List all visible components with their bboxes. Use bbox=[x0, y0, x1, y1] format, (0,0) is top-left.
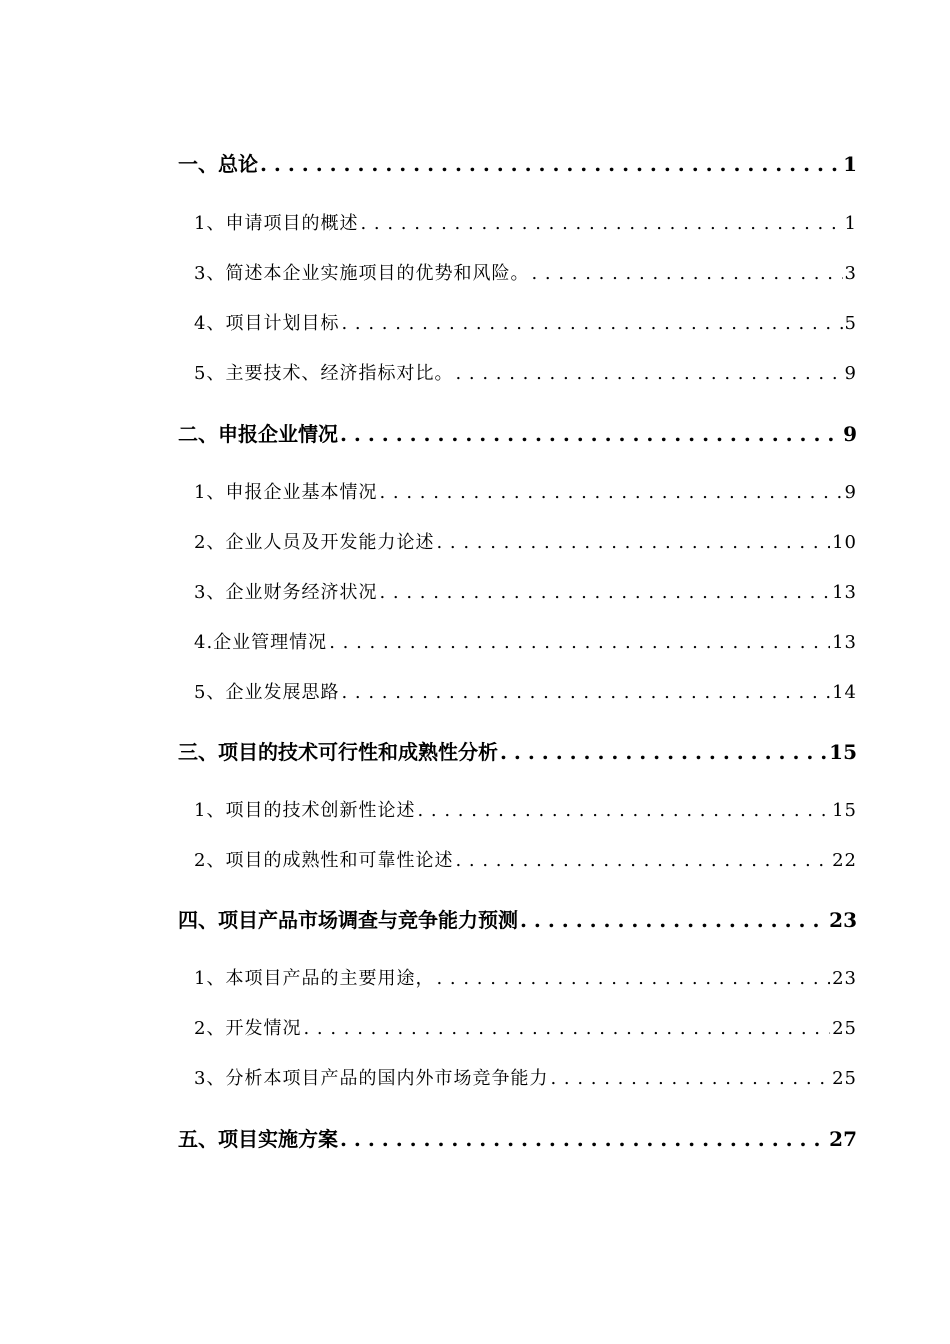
toc-entry-page: 5 bbox=[844, 313, 857, 334]
toc-entry[interactable] bbox=[0, 309, 950, 335]
toc-entry-page: 9 bbox=[843, 422, 857, 446]
toc-leader-dots bbox=[520, 908, 827, 932]
toc-leader-dots bbox=[303, 1018, 830, 1039]
toc-leader-dots bbox=[379, 582, 830, 603]
toc-entry-page: 10 bbox=[832, 532, 857, 553]
toc-entry-title: 三、项目的技术可行性和成熟性分析 bbox=[178, 740, 498, 764]
toc-leader-dots bbox=[340, 1127, 827, 1151]
toc-entry-page: 3 bbox=[844, 263, 857, 284]
toc-leader-dots bbox=[436, 532, 830, 553]
toc-entry-page: 1 bbox=[843, 152, 857, 176]
toc-entry-title: 2、项目的成熟性和可靠性论述 bbox=[194, 850, 454, 871]
toc-entry-title: 3、企业财务经济状况 bbox=[194, 582, 378, 603]
toc-entry-title: 1、申报企业基本情况 bbox=[194, 482, 378, 503]
toc-entry-page: 9 bbox=[844, 482, 857, 503]
toc-leader-dots bbox=[340, 422, 841, 446]
toc-entry-title: 五、项目实施方案 bbox=[178, 1127, 338, 1151]
toc-entry[interactable] bbox=[0, 628, 950, 654]
toc-entry[interactable] bbox=[0, 578, 950, 604]
toc-entry-title: 二、申报企业情况 bbox=[178, 422, 338, 446]
toc-leader-dots bbox=[550, 1068, 830, 1089]
toc-entry-title: 3、简述本企业实施项目的优势和风险。 bbox=[194, 263, 530, 284]
toc-entry[interactable] bbox=[0, 209, 950, 235]
toc-leader-dots bbox=[417, 800, 830, 821]
toc-entry-page: 23 bbox=[832, 968, 857, 989]
toc-leader-dots bbox=[455, 850, 830, 871]
toc-entry-title: 四、项目产品市场调查与竞争能力预测 bbox=[178, 908, 518, 932]
toc-leader-dots bbox=[260, 152, 841, 176]
toc-leader-dots bbox=[379, 482, 842, 503]
toc-entry-page: 9 bbox=[844, 363, 857, 384]
toc-entry-page: 14 bbox=[832, 682, 857, 703]
toc-entry-page: 13 bbox=[832, 632, 857, 653]
toc-entry-page: 25 bbox=[832, 1068, 857, 1089]
toc-leader-dots bbox=[341, 682, 830, 703]
toc-entry[interactable] bbox=[0, 359, 950, 385]
toc-leader-dots bbox=[500, 740, 827, 764]
toc-entry[interactable] bbox=[0, 528, 950, 554]
toc-leader-dots bbox=[455, 363, 842, 384]
toc-entry-page: 1 bbox=[844, 213, 857, 234]
toc-entry-title: 1、申请项目的概述 bbox=[194, 213, 359, 234]
toc-entry[interactable] bbox=[0, 478, 950, 504]
toc-entry[interactable] bbox=[0, 796, 950, 822]
toc-entry-title: 1、本项目产品的主要用途， bbox=[194, 968, 435, 989]
toc-entry[interactable] bbox=[0, 846, 950, 872]
toc-leader-dots bbox=[329, 632, 830, 653]
toc-entry[interactable] bbox=[0, 1014, 950, 1040]
toc-entry-title: 3、分析本项目产品的国内外市场竞争能力 bbox=[194, 1068, 549, 1089]
toc-entry-title: 4、项目计划目标 bbox=[194, 313, 340, 334]
toc-entry-page: 27 bbox=[829, 1127, 857, 1151]
toc-entry[interactable] bbox=[0, 678, 950, 704]
toc-leader-dots bbox=[360, 213, 842, 234]
toc-entry-title: 2、企业人员及开发能力论述 bbox=[194, 532, 435, 553]
toc-entry-page: 13 bbox=[832, 582, 857, 603]
toc-entry-title: 一、总论 bbox=[178, 152, 258, 176]
toc-entry[interactable] bbox=[0, 736, 950, 765]
toc-entry-page: 22 bbox=[832, 850, 857, 871]
toc-entry[interactable] bbox=[0, 418, 950, 447]
toc-entry-page: 25 bbox=[832, 1018, 857, 1039]
toc-entry[interactable] bbox=[0, 964, 950, 990]
toc-leader-dots bbox=[531, 263, 842, 284]
toc-entry[interactable] bbox=[0, 904, 950, 933]
toc-entry[interactable] bbox=[0, 1064, 950, 1090]
toc-entry-title: 5、主要技术、经济指标对比。 bbox=[194, 363, 454, 384]
toc-leader-dots bbox=[341, 313, 842, 334]
toc-entry-page: 23 bbox=[829, 908, 857, 932]
toc-entry[interactable] bbox=[0, 1123, 950, 1152]
toc-entry-page: 15 bbox=[832, 800, 857, 821]
toc-entry-title: 2、开发情况 bbox=[194, 1018, 302, 1039]
toc-entry-page: 15 bbox=[829, 740, 857, 764]
toc-entry-title: 5、企业发展思路 bbox=[194, 682, 340, 703]
toc-entry[interactable] bbox=[0, 148, 950, 177]
toc-entry-title: 1、项目的技术创新性论述 bbox=[194, 800, 416, 821]
toc-entry-title: 4.企业管理情况 bbox=[194, 632, 328, 653]
toc-leader-dots bbox=[436, 968, 830, 989]
toc-entry[interactable] bbox=[0, 259, 950, 285]
